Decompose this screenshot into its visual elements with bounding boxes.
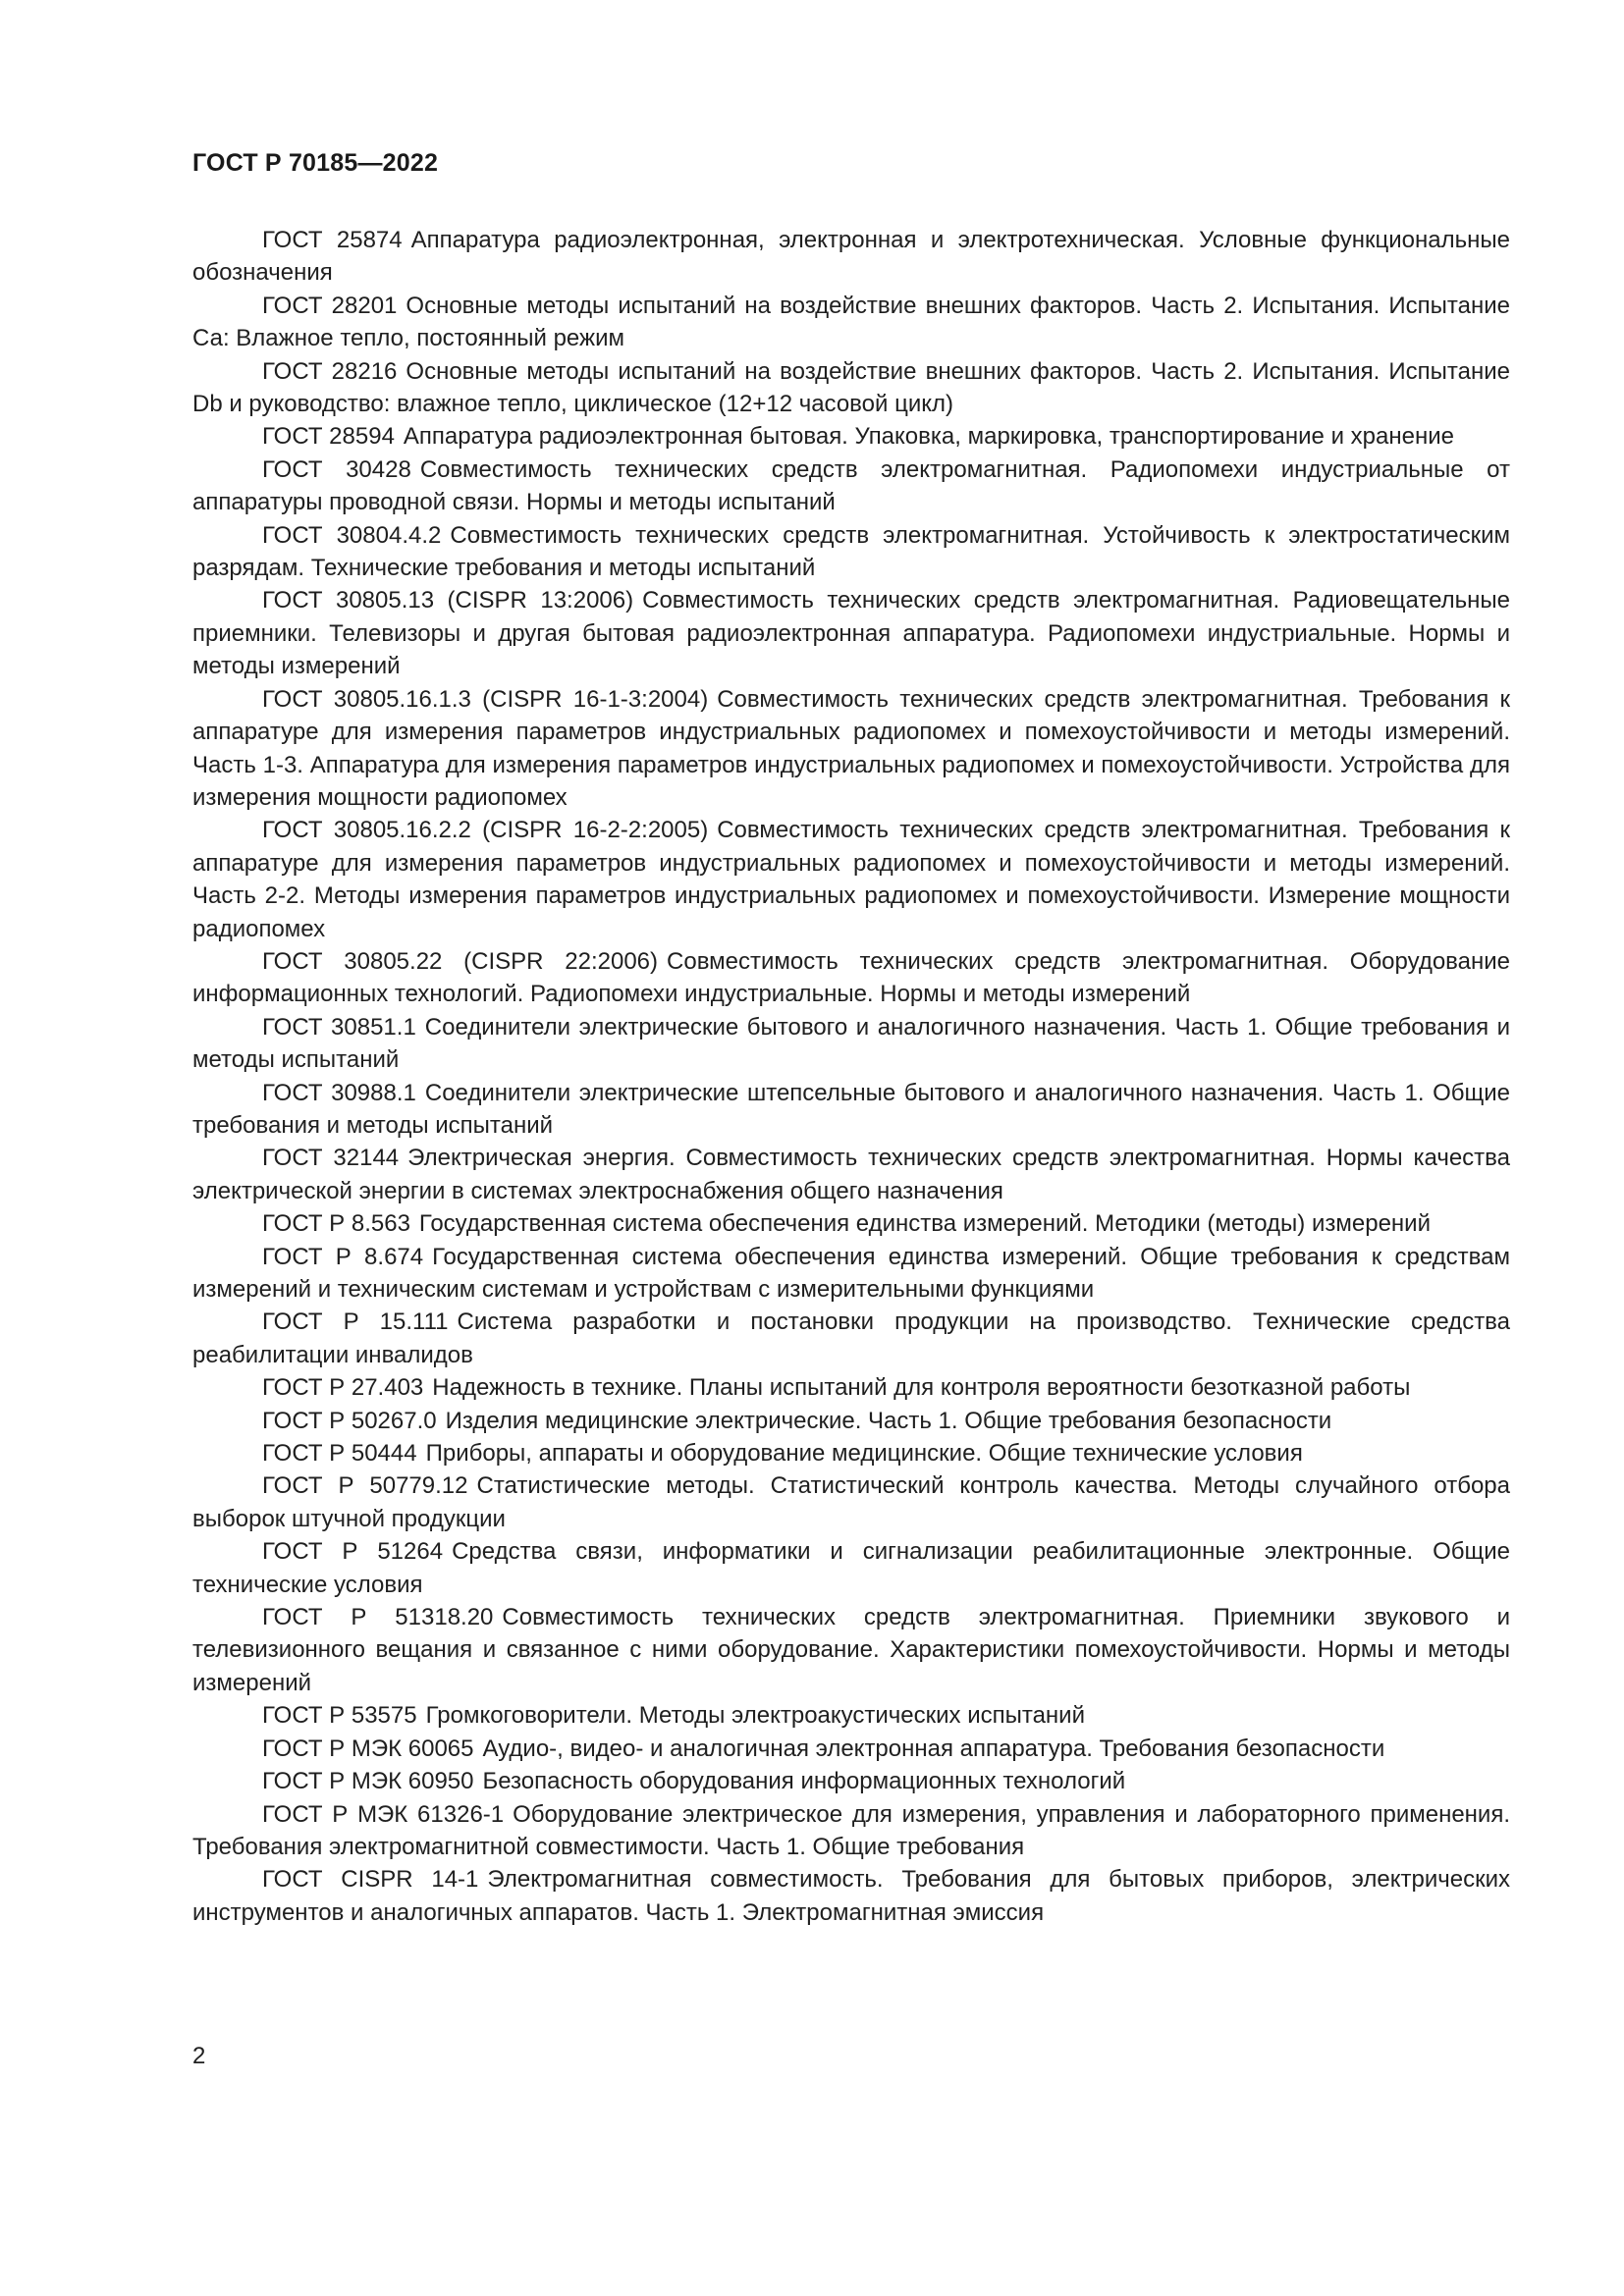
reference-item [192, 1241, 1510, 1307]
reference-item [192, 584, 1510, 682]
reference-title: Основные методы испытаний на воздействие внешних факторов. Часть 2. Испытания. Испытание Db и руководство: влажное тепло, циклическое (12+12 часовой цикл) [192, 357, 1510, 418]
reference-title: Совместимость технических средств электромагнитная. Требования к аппаратуре для измерения параметров индустриальных радиопомех и помехоустойчивости и методы измерений. Часть 1-3. Аппаратура для измерения параметров индустриальных радиопомех и помехоустойчивости. Устройства для измерения мощности радиопомех [192, 685, 1510, 811]
reference-item [192, 1371, 1510, 1404]
reference-code: ГОСТ 32144 [262, 1145, 400, 1172]
reference-item [192, 224, 1510, 290]
reference-code: ГОСТ 30805.13 (CISPR 13:2006) [262, 587, 634, 614]
reference-item [192, 420, 1510, 453]
reference-title: Электромагнитная совместимость. Требования для бытовых приборов, электрических инструментов и аналогичных аппаратов. Часть 1. Электромагнитная эмиссия [192, 1866, 1510, 1926]
reference-item [192, 1601, 1510, 1699]
reference-item [192, 1207, 1510, 1240]
reference-item [192, 519, 1510, 585]
reference-item [192, 1142, 1510, 1207]
reference-code: ГОСТ Р 53575 [262, 1702, 417, 1730]
reference-title: Электрическая энергия. Совместимость технических средств электромагнитная. Нормы качества электрической энергии в системах электроснабжения общего назначения [192, 1145, 1510, 1204]
reference-code: ГОСТ Р МЭК 61326-1 [262, 1800, 505, 1828]
reference-code: ГОСТ Р 27.403 [262, 1374, 424, 1402]
reference-code: ГОСТ Р МЭК 60065 [262, 1735, 474, 1762]
reference-item [192, 1535, 1510, 1601]
reference-title: Средства связи, информатики и сигнализации реабилитационные электронные. Общие технические условия [192, 1538, 1511, 1598]
reference-title: Статистические методы. Статистический контроль качества. Методы случайного отбора выборок штучной продукции [192, 1472, 1510, 1532]
reference-title: Соединители электрические штепсельные бытового и аналогичного назначения. Часть 1. Общие требования и методы испытаний [192, 1079, 1510, 1139]
reference-item [192, 1405, 1510, 1437]
reference-item [192, 1699, 1510, 1732]
reference-title: Совместимость технических средств электромагнитная. Радиопомехи индустриальные от аппаратуры проводной связи. Нормы и методы испытаний [192, 455, 1510, 516]
reference-title: Безопасность оборудования информационных технологий [482, 1768, 1126, 1795]
reference-item [192, 1437, 1510, 1469]
reference-code: ГОСТ 28594 [262, 423, 395, 451]
reference-code: ГОСТ 30428 [262, 455, 411, 483]
reference-title: Соединители электрические бытового и аналогичного назначения. Часть 1. Общие требования и методы испытаний [192, 1013, 1511, 1074]
reference-code: ГОСТ Р 50779.12 [262, 1472, 468, 1500]
reference-code: ГОСТ 30988.1 [262, 1079, 416, 1106]
reference-title: Совместимость технических средств электромагнитная. Требования к аппаратуре для измерения параметров индустриальных радиопомех и помехоустойчивости и методы измерений. Часть 2-2. Методы измерения параметров индустриальных радиопомех и помехоустойчивости. Измерение мощности радиопомех [192, 817, 1510, 942]
reference-item [192, 814, 1510, 945]
reference-code: ГОСТ Р МЭК 60950 [262, 1768, 474, 1795]
reference-title: Оборудование электрическое для измерения, управления и лабораторного применения. Требования электромагнитной совместимости. Часть 1. Общие требования [192, 1800, 1510, 1860]
reference-title: Система разработки и постановки продукции на производство. Технические средства реабилитации инвалидов [192, 1308, 1511, 1368]
reference-code: ГОСТ Р 51264 [262, 1538, 444, 1566]
reference-item [192, 355, 1510, 421]
reference-title: Государственная система обеспечения единства измерений. Методики (методы) измерений [418, 1210, 1431, 1238]
reference-title: Государственная система обеспечения единства измерений. Общие требования к средствам измерений и техническим системам и устройствам с измерительными функциями [192, 1243, 1510, 1303]
reference-code: ГОСТ Р 8.674 [262, 1243, 424, 1270]
reference-code: ГОСТ 28216 [262, 357, 398, 385]
reference-code: ГОСТ 30804.4.2 [262, 521, 442, 549]
reference-item [192, 1798, 1510, 1864]
reference-code: ГОСТ Р 15.111 [262, 1308, 449, 1336]
reference-item [192, 1765, 1510, 1797]
reference-title: Аппаратура радиоэлектронная, электронная и электротехническая. Условные функциональные обозначения [192, 227, 1510, 287]
reference-item [192, 1077, 1510, 1143]
reference-item [192, 1733, 1510, 1765]
reference-item [192, 1469, 1510, 1535]
reference-code: ГОСТ Р 50267.0 [262, 1407, 437, 1434]
reference-item [192, 1306, 1510, 1371]
reference-code: ГОСТ 30805.16.1.3 (CISPR 16-1-3:2004) [262, 685, 709, 713]
reference-title: Совместимость технических средств электромагнитная. Устойчивость к электростатическим разрядам. Технические требования и методы испытаний [192, 521, 1511, 582]
page-number: 2 [192, 2043, 206, 2069]
reference-title: Громкоговорители. Методы электроакустических испытаний [425, 1702, 1085, 1730]
reference-code: ГОСТ Р 8.563 [262, 1210, 410, 1238]
reference-title: Надежность в технике. Планы испытаний для контроля вероятности безотказной работы [432, 1374, 1411, 1402]
reference-item [192, 945, 1510, 1011]
reference-title: Совместимость технических средств электромагнитная. Оборудование информационных технологий. Радиопомехи индустриальные. Нормы и методы измерений [192, 947, 1511, 1008]
reference-code: ГОСТ 30805.16.2.2 (CISPR 16-2-2:2005) [262, 817, 709, 844]
reference-code: ГОСТ CISPR 14-1 [262, 1866, 479, 1894]
reference-title: Приборы, аппараты и оборудование медицинские. Общие технические условия [425, 1440, 1303, 1468]
reference-code: ГОСТ 28201 [262, 292, 398, 319]
reference-item [192, 290, 1510, 355]
document-header: ГОСТ Р 70185—2022 [192, 149, 439, 177]
reference-code: ГОСТ 25874 [262, 227, 403, 253]
reference-item [192, 454, 1510, 519]
reference-title: Основные методы испытаний на воздействие внешних факторов. Часть 2. Испытания. Испытание Са: Влажное тепло, постоянный режим [192, 292, 1510, 352]
reference-title: Совместимость технических средств электромагнитная. Приемники звукового и телевизионного вещания и связанное с ними оборудование. Характеристики помехоустойчивости. Нормы и методы измерений [192, 1604, 1510, 1696]
reference-title: Аудио-, видео- и аналогичная электронная аппаратура. Требования безопасности [482, 1735, 1385, 1762]
reference-code: ГОСТ Р 51318.20 [262, 1604, 494, 1631]
reference-title: Аппаратура радиоэлектронная бытовая. Упаковка, маркировка, транспортирование и хранение [403, 423, 1454, 451]
reference-item [192, 683, 1510, 815]
reference-code: ГОСТ Р 50444 [262, 1440, 417, 1468]
reference-item [192, 1011, 1510, 1077]
reference-title: Изделия медицинские электрические. Часть 1. Общие требования безопасности [445, 1407, 1332, 1434]
reference-code: ГОСТ 30805.22 (CISPR 22:2006) [262, 947, 659, 975]
reference-title: Совместимость технических средств электромагнитная. Радиовещательные приемники. Телевизоры и другая бытовая радиоэлектронная аппаратура. Радиопомехи индустриальные. Нормы и методы измерений [192, 587, 1511, 680]
reference-code: ГОСТ 30851.1 [262, 1013, 416, 1041]
reference-item [192, 1863, 1510, 1929]
normative-references-list [192, 224, 1510, 1929]
